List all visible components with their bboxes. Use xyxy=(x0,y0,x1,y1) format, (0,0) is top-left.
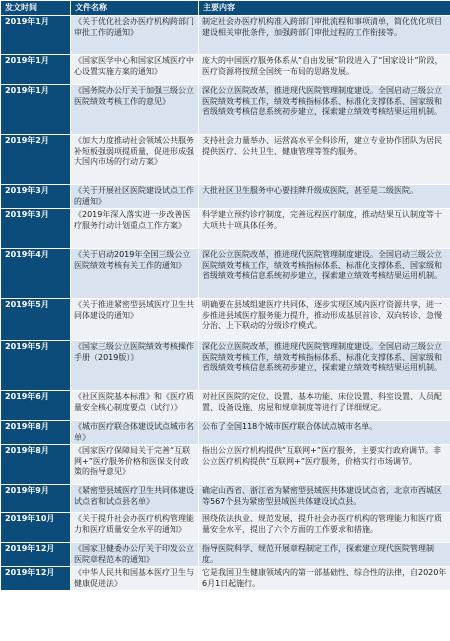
table-row xyxy=(1,391,450,421)
header-main-content: 主要内容 xyxy=(199,1,450,16)
row-main-content: 深化公立医院改革，推进现代医院管理制度建设。全国启动三级公立医院绩效考核工作，绩效考核指标体系、标准化支撑体系、国家级和省级绩效考核信息系统初步建立，探索建立绩效考核结果运用机制。 xyxy=(199,85,450,135)
row-main-content: 公布了全国118个城市医疗联合体试点城市名单。 xyxy=(199,421,450,445)
row-main-content: 指出公立医疗机构提供“互联网+”医疗服务，主要实行政府调节。非公立医疗机构提供“互联网+”医疗服务，价格实行市场调节。 xyxy=(199,445,450,485)
row-document-name: 《中华人民共和国基本医疗卫生与健康促进法》 xyxy=(71,567,199,591)
row-main-content: 制定社会办医疗机构准入跨部门审批流程和事项清单，简化优化项目建设相关审批条件，加强跨部门审批过程的工作衔接等。 xyxy=(199,16,450,55)
row-main-content: 确定山西省、浙江省为紧密型县域医共体建设试点省，北京市西城区等567个县为紧密型县域医共体建设试点县。 xyxy=(199,485,450,513)
row-date: 2019年8月 xyxy=(1,421,71,445)
row-main-content: 明确要在县域组建医疗共同体，逐步实现区域内医疗资源共享，进一步推进县域医疗服务能力提升，推动形成基层首诊、双向转诊、急慢分治、上下联动的分级诊疗模式。 xyxy=(199,299,450,341)
row-date: 2019年8月 xyxy=(1,445,71,485)
table-row xyxy=(1,85,450,135)
row-document-name: 《国家三级公立医院绩效考核操作手册（2019版）》 xyxy=(71,341,199,391)
row-date: 2019年1月 xyxy=(1,16,71,55)
table-row xyxy=(1,299,450,341)
row-date: 2019年12月 xyxy=(1,543,71,567)
table-row xyxy=(1,209,450,249)
row-document-name: 《国家医疗保障局关于完善“互联网+”医疗服务价格和医保支付政策的指导意见》 xyxy=(71,445,199,485)
row-main-content: 支持社会力量举办、运营高水平全科诊所，建立专业协作团队为居民提供医疗、公共卫生、健康管理等签约服务。 xyxy=(199,135,450,185)
table-row xyxy=(1,135,450,185)
table-row xyxy=(1,249,450,299)
row-date: 2019年6月 xyxy=(1,391,71,421)
row-main-content: 指导医院科学、规范开展章程制定工作，探索建立现代医院管理制度。 xyxy=(199,543,450,567)
row-main-content: 庞大的中国医疗服务体系从“自由发展”阶段进入了“国家设计”阶段，医疗资源将按照全国统一布局的思路发展。 xyxy=(199,55,450,85)
row-date: 2019年3月 xyxy=(1,209,71,249)
row-main-content: 科学建立预约诊疗制度，完善远程医疗制度，推动结果互认制度等十大项共十项具体任务。 xyxy=(199,209,450,249)
row-document-name: 《国务院办公厅关于加强三级公立医院绩效考核工作的意见》 xyxy=(71,85,199,135)
row-date: 2019年3月 xyxy=(1,185,71,209)
row-document-name: 《社区医院基本标准》和《医疗质量安全核心制度要点（试行）》 xyxy=(71,391,199,421)
row-main-content: 围绕依法执业、规范发展，提升社会办医疗机构的管理能力和医疗质量安全水平，提出了六个方面的工作要求和措施。 xyxy=(199,513,450,543)
row-document-name: 《紧密型县域医疗卫生共同体建设试点省和试点县名单》 xyxy=(71,485,199,513)
table-row xyxy=(1,421,450,445)
row-date: 2019年5月 xyxy=(1,341,71,391)
row-date: 2019年4月 xyxy=(1,249,71,299)
table-row xyxy=(1,16,450,55)
row-date: 2019年2月 xyxy=(1,135,71,185)
row-date: 2019年12月 xyxy=(1,567,71,591)
table-row xyxy=(1,485,450,513)
table-row xyxy=(1,513,450,543)
table-row xyxy=(1,567,450,591)
row-date: 2019年10月 xyxy=(1,513,71,543)
table-row xyxy=(1,543,450,567)
row-document-name: 《关于开展社区医院建设试点工作的通知》 xyxy=(71,185,199,209)
row-main-content: 对社区医院的定位、设置、基本功能、床位设置、科室设置、人员配置、设备设施、房屋和规章制度等进行了详细规定。 xyxy=(199,391,450,421)
row-document-name: 《关于启动2019年全国三级公立医院绩效考核有关工作的通知》 xyxy=(71,249,199,299)
table-row xyxy=(1,185,450,209)
row-document-name: 《关于提升社会办医疗机构管理能力和医疗质量安全水平的通知》 xyxy=(71,513,199,543)
header-document-name: 文件名称 xyxy=(71,1,199,16)
row-document-name: 《国家卫健委办公厅关于印发公立医院章程范本的通知》 xyxy=(71,543,199,567)
row-main-content: 大批社区卫生服务中心要挂牌升级成医院，甚至是二级医院。 xyxy=(199,185,450,209)
row-document-name: 《2019年深入落实进一步改善医疗服务行动计划重点工作方案》 xyxy=(71,209,199,249)
table-row xyxy=(1,341,450,391)
row-date: 2019年1月 xyxy=(1,55,71,85)
row-document-name: 《加大力度推动社会领域公共服务补短板强弱项提质量，促进形成强大国内市场的行动方案》 xyxy=(71,135,199,185)
row-date: 2019年1月 xyxy=(1,85,71,135)
row-main-content: 它是我国卫生健康领域内的第一部基础性、综合性的法律，自2020年6月1日起施行。 xyxy=(199,567,450,591)
row-document-name: 《国家医学中心和国家区域医疗中心设置实施方案的通知》 xyxy=(71,55,199,85)
row-document-name: 《城市医疗联合体建设试点城市名单》 xyxy=(71,421,199,445)
header-date: 发文时间 xyxy=(1,1,71,16)
table-row xyxy=(1,445,450,485)
row-main-content: 深化公立医院改革，推进现代医院管理制度建设。全国启动三级公立医院绩效考核工作，绩效考核指标体系、标准化支撑体系、国家级和省级绩效考核信息系统初步建立，探索建立绩效考核结果运用机制。 xyxy=(199,249,450,299)
row-main-content: 深化公立医院改革，推进现代医院管理制度建设。全国启动三级公立医院绩效考核工作，绩效考核指标体系、标准化支撑体系、国家级和省级绩效考核信息系统初步建立，探索建立绩效考核结果运用机制。 xyxy=(199,341,450,391)
row-document-name: 《关于优化社会办医疗机构跨部门审批工作的通知》 xyxy=(71,16,199,55)
table-header-row xyxy=(1,1,450,16)
row-date: 2019年9月 xyxy=(1,485,71,513)
row-date: 2019年5月 xyxy=(1,299,71,341)
table-row xyxy=(1,55,450,85)
row-document-name: 《关于推进紧密型县域医疗卫生共同体建设的通知》 xyxy=(71,299,199,341)
